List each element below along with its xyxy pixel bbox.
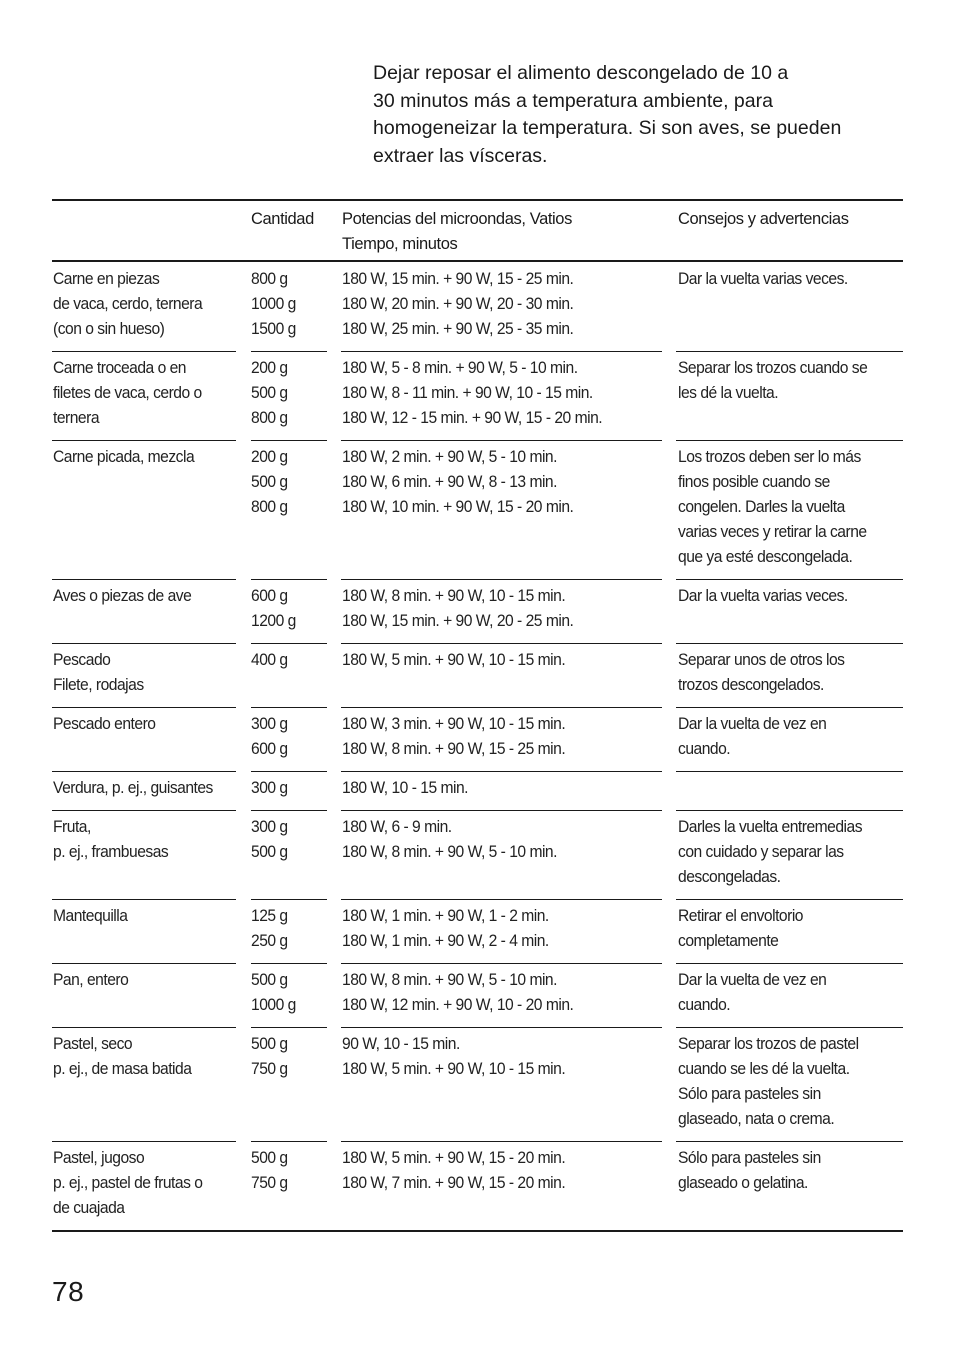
cell-line: 180 W, 15 min. + 90 W, 15 - 25 min. xyxy=(342,269,574,288)
table-row xyxy=(52,579,903,643)
cell-quantity xyxy=(251,1031,288,1081)
row-separator xyxy=(251,1027,327,1028)
table-row xyxy=(52,810,903,899)
cell-quantity xyxy=(251,903,288,953)
cell-line: 180 W, 20 min. + 90 W, 20 - 30 min. xyxy=(342,294,574,313)
cell-line: Pescado entero xyxy=(53,714,156,733)
row-separator xyxy=(52,1141,236,1142)
cell-power xyxy=(342,647,565,672)
cell-line: 180 W, 6 - 9 min. xyxy=(342,817,452,836)
cell-line: Sólo para pasteles sin xyxy=(678,1148,821,1167)
row-separator xyxy=(52,643,236,644)
cell-power xyxy=(342,583,573,633)
cell-food xyxy=(53,266,202,341)
cell-quantity xyxy=(251,266,296,341)
cell-line: 180 W, 1 min. + 90 W, 1 - 2 min. xyxy=(342,906,549,925)
header-power xyxy=(342,207,572,257)
cell-line: glaseado, nata o crema. xyxy=(678,1109,835,1128)
cell-line: descongeladas. xyxy=(678,867,781,886)
cell-line: Carne troceada o en xyxy=(53,358,186,377)
cell-line: Separar unos de otros los xyxy=(678,650,845,669)
table-bottom-rule xyxy=(52,1230,903,1232)
cell-line: de cuajada xyxy=(53,1198,125,1217)
cell-line: Retirar el envoltorio xyxy=(678,906,803,925)
cell-line: Mantequilla xyxy=(53,906,128,925)
cell-quantity xyxy=(251,711,288,761)
cell-line: Dar la vuelta de vez en xyxy=(678,714,827,733)
cell-line: 600 g xyxy=(251,586,288,605)
row-separator xyxy=(676,643,903,644)
cell-line: ternera xyxy=(53,408,100,427)
cell-line: que ya esté descongelada. xyxy=(678,547,853,566)
cell-food xyxy=(53,355,202,430)
cell-line: 180 W, 8 min. + 90 W, 5 - 10 min. xyxy=(342,970,557,989)
cell-line: p. ej., pastel de frutas o xyxy=(53,1173,203,1192)
row-separator xyxy=(676,963,903,964)
cell-quantity xyxy=(251,583,296,633)
cell-line: Pastel, jugoso xyxy=(53,1148,145,1167)
cell-food xyxy=(53,775,213,800)
cell-power xyxy=(342,1145,565,1195)
cell-line: 180 W, 6 min. + 90 W, 8 - 13 min. xyxy=(342,472,557,491)
row-separator xyxy=(676,351,903,352)
cell-quantity xyxy=(251,814,288,864)
table-row xyxy=(52,1141,903,1230)
cell-power xyxy=(342,814,557,864)
cell-line: 125 g xyxy=(251,906,288,925)
cell-line: Dar la vuelta de vez en xyxy=(678,970,827,989)
cell-power xyxy=(342,903,549,953)
cell-line: Pescado xyxy=(53,650,111,669)
row-separator xyxy=(52,579,236,580)
row-separator xyxy=(52,771,236,772)
row-separator xyxy=(676,810,903,811)
row-separator xyxy=(251,810,327,811)
cell-line: Verdura, p. ej., guisantes xyxy=(53,778,213,797)
cell-line: de vaca, cerdo, ternera xyxy=(53,294,203,313)
row-separator xyxy=(341,899,662,900)
cell-line: 180 W, 5 min. + 90 W, 10 - 15 min. xyxy=(342,650,566,669)
cell-line: 500 g xyxy=(251,1034,288,1053)
cell-line: 200 g xyxy=(251,447,288,466)
cell-line: varias veces y retirar la carne xyxy=(678,522,867,541)
header-line: Tiempo, minutos xyxy=(342,235,458,253)
table-row xyxy=(52,351,903,440)
cell-line: Filete, rodajas xyxy=(53,675,144,694)
row-separator xyxy=(52,1027,236,1028)
cell-line: 400 g xyxy=(251,650,288,669)
row-separator xyxy=(52,351,236,352)
table-row xyxy=(52,643,903,707)
cell-line: Fruta, xyxy=(53,817,91,836)
cell-line: completamente xyxy=(678,931,779,950)
cell-tips xyxy=(678,1031,859,1131)
header-tips xyxy=(678,207,849,232)
cell-line: 750 g xyxy=(251,1059,288,1078)
cell-quantity xyxy=(251,647,288,672)
intro-line: Dejar reposar el alimento descongelado de 10 a xyxy=(373,62,789,84)
cell-line: p. ej., de masa batida xyxy=(53,1059,192,1078)
row-separator xyxy=(676,1141,903,1142)
row-separator xyxy=(341,643,662,644)
row-separator xyxy=(676,899,903,900)
cell-line: Dar la vuelta varias veces. xyxy=(678,269,848,288)
cell-food xyxy=(53,967,128,992)
cell-line: 1500 g xyxy=(251,319,296,338)
cell-line: finos posible cuando se xyxy=(678,472,830,491)
cell-line: 500 g xyxy=(251,383,288,402)
cell-line: 500 g xyxy=(251,842,288,861)
cell-power xyxy=(342,1031,565,1081)
cell-line: 500 g xyxy=(251,1148,288,1167)
cell-tips xyxy=(678,711,826,761)
cell-line: Los trozos deben ser lo más xyxy=(678,447,861,466)
row-separator xyxy=(676,707,903,708)
row-separator xyxy=(52,810,236,811)
row-separator xyxy=(341,963,662,964)
table-row xyxy=(52,707,903,771)
cell-line: cuando. xyxy=(678,995,731,1014)
header-line: Consejos y advertencias xyxy=(678,210,849,228)
cell-line: 800 g xyxy=(251,269,288,288)
cell-line: 180 W, 1 min. + 90 W, 2 - 4 min. xyxy=(342,931,549,950)
cell-food xyxy=(53,583,191,608)
cell-line: 1000 g xyxy=(251,995,296,1014)
cell-line: con cuidado y separar las xyxy=(678,842,844,861)
row-separator xyxy=(52,963,236,964)
cell-line: Carne picada, mezcla xyxy=(53,447,195,466)
cell-tips xyxy=(678,1145,821,1195)
cell-power xyxy=(342,266,573,341)
cell-tips xyxy=(678,355,867,405)
row-separator xyxy=(676,579,903,580)
cell-power xyxy=(342,444,573,519)
cell-line: 180 W, 7 min. + 90 W, 15 - 20 min. xyxy=(342,1173,566,1192)
cell-tips xyxy=(678,583,848,608)
cell-line: trozos descongelados. xyxy=(678,675,824,694)
row-separator xyxy=(251,643,327,644)
cell-line: 800 g xyxy=(251,497,288,516)
cell-power xyxy=(342,775,468,800)
cell-power xyxy=(342,967,573,1017)
cell-line: filetes de vaca, cerdo o xyxy=(53,383,202,402)
table-row xyxy=(52,262,903,351)
cell-line: Separar los trozos de pastel xyxy=(678,1034,859,1053)
row-separator xyxy=(341,771,662,772)
cell-food xyxy=(53,903,127,928)
cell-line: Separar los trozos cuando se xyxy=(678,358,868,377)
cell-line: les dé la vuelta. xyxy=(678,383,779,402)
row-separator xyxy=(251,899,327,900)
row-separator xyxy=(676,1027,903,1028)
cell-quantity xyxy=(251,967,296,1017)
cell-line: 180 W, 5 - 8 min. + 90 W, 5 - 10 min. xyxy=(342,358,578,377)
cell-line: 180 W, 8 min. + 90 W, 15 - 25 min. xyxy=(342,739,566,758)
row-separator xyxy=(251,351,327,352)
row-separator xyxy=(341,707,662,708)
cell-line: 300 g xyxy=(251,817,288,836)
row-separator xyxy=(251,771,327,772)
table-row xyxy=(52,899,903,963)
table-row xyxy=(52,963,903,1027)
cell-line: 180 W, 3 min. + 90 W, 10 - 15 min. xyxy=(342,714,566,733)
cell-line: 180 W, 12 min. + 90 W, 10 - 20 min. xyxy=(342,995,574,1014)
cell-tips xyxy=(678,647,844,697)
cell-line: 180 W, 8 - 11 min. + 90 W, 10 - 15 min. xyxy=(342,383,593,402)
cell-line: 180 W, 25 min. + 90 W, 25 - 35 min. xyxy=(342,319,574,338)
cell-line: Darles la vuelta entremedias xyxy=(678,817,863,836)
table-top-rule xyxy=(52,199,903,201)
cell-quantity xyxy=(251,1145,288,1195)
cell-tips xyxy=(678,814,862,889)
cell-food xyxy=(53,1145,202,1220)
row-separator xyxy=(341,579,662,580)
row-separator xyxy=(341,1027,662,1028)
cell-tips xyxy=(678,903,803,953)
cell-line: Aves o piezas de ave xyxy=(53,586,192,605)
cell-quantity xyxy=(251,775,288,800)
cell-line: 250 g xyxy=(251,931,288,950)
cell-power xyxy=(342,355,602,430)
header-line: Cantidad xyxy=(251,210,314,228)
row-separator xyxy=(676,440,903,441)
cell-line: cuando se les dé la vuelta. xyxy=(678,1059,850,1078)
row-separator xyxy=(341,351,662,352)
cell-food xyxy=(53,1031,191,1081)
row-separator xyxy=(251,440,327,441)
cell-line: 300 g xyxy=(251,778,288,797)
cell-line: Dar la vuelta varias veces. xyxy=(678,586,848,605)
cell-line: cuando. xyxy=(678,739,731,758)
header-line: Potencias del microondas, Vatios xyxy=(342,210,572,228)
intro-line: homogeneizar la temperatura. Si son aves, se pueden xyxy=(373,117,842,139)
cell-line: 180 W, 5 min. + 90 W, 15 - 20 min. xyxy=(342,1148,566,1167)
cell-line: 180 W, 8 min. + 90 W, 5 - 10 min. xyxy=(342,842,557,861)
table-row xyxy=(52,1027,903,1141)
cell-line: 180 W, 15 min. + 90 W, 20 - 25 min. xyxy=(342,611,574,630)
cell-tips xyxy=(678,967,826,1017)
cell-line: glaseado o gelatina. xyxy=(678,1173,808,1192)
cell-line: 180 W, 2 min. + 90 W, 5 - 10 min. xyxy=(342,447,557,466)
cell-line: 800 g xyxy=(251,408,288,427)
cell-line: 300 g xyxy=(251,714,288,733)
intro-line: 30 minutos más a temperatura ambiente, para xyxy=(373,89,773,112)
page-number: 78 xyxy=(52,1276,85,1307)
row-separator xyxy=(251,707,327,708)
row-separator xyxy=(251,963,327,964)
cell-line: (con o sin hueso) xyxy=(53,319,165,338)
cell-line: 500 g xyxy=(251,472,288,491)
row-separator xyxy=(341,1141,662,1142)
cell-quantity xyxy=(251,355,288,430)
table-row xyxy=(52,771,903,810)
cell-power xyxy=(342,711,565,761)
cell-line: Pastel, seco xyxy=(53,1034,133,1053)
header-quantity xyxy=(251,207,314,232)
cell-food xyxy=(53,444,194,469)
cell-line: 90 W, 10 - 15 min. xyxy=(342,1034,460,1053)
row-separator xyxy=(52,899,236,900)
cell-line: congelen. Darles la vuelta xyxy=(678,497,845,516)
intro-line: extraer las vísceras. xyxy=(373,144,548,167)
table-row xyxy=(52,440,903,579)
cell-food xyxy=(53,711,155,736)
row-separator xyxy=(52,707,236,708)
row-separator xyxy=(251,1141,327,1142)
cell-tips xyxy=(678,266,848,291)
row-separator xyxy=(251,579,327,580)
cell-quantity xyxy=(251,444,288,519)
cell-food xyxy=(53,647,144,697)
cell-line: p. ej., frambuesas xyxy=(53,842,169,861)
cell-line: 180 W, 5 min. + 90 W, 10 - 15 min. xyxy=(342,1059,566,1078)
row-separator xyxy=(52,440,236,441)
intro-paragraph xyxy=(373,60,913,170)
row-separator xyxy=(341,810,662,811)
cell-line: 750 g xyxy=(251,1173,288,1192)
cell-line: 180 W, 10 - 15 min. xyxy=(342,778,469,797)
cell-line: 180 W, 8 min. + 90 W, 10 - 15 min. xyxy=(342,586,566,605)
cell-tips xyxy=(678,444,867,569)
cell-line: 600 g xyxy=(251,739,288,758)
cell-line: Pan, entero xyxy=(53,970,129,989)
cell-line: 180 W, 10 min. + 90 W, 15 - 20 min. xyxy=(342,497,574,516)
cell-line: 500 g xyxy=(251,970,288,989)
cell-line: Carne en piezas xyxy=(53,269,160,288)
cell-line: Sólo para pasteles sin xyxy=(678,1084,821,1103)
cell-line: 180 W, 12 - 15 min. + 90 W, 15 - 20 min. xyxy=(342,408,603,427)
cell-line: 1000 g xyxy=(251,294,296,313)
cell-line: 200 g xyxy=(251,358,288,377)
cell-food xyxy=(53,814,168,864)
row-separator xyxy=(341,440,662,441)
cell-line: 1200 g xyxy=(251,611,296,630)
row-separator xyxy=(676,771,903,772)
